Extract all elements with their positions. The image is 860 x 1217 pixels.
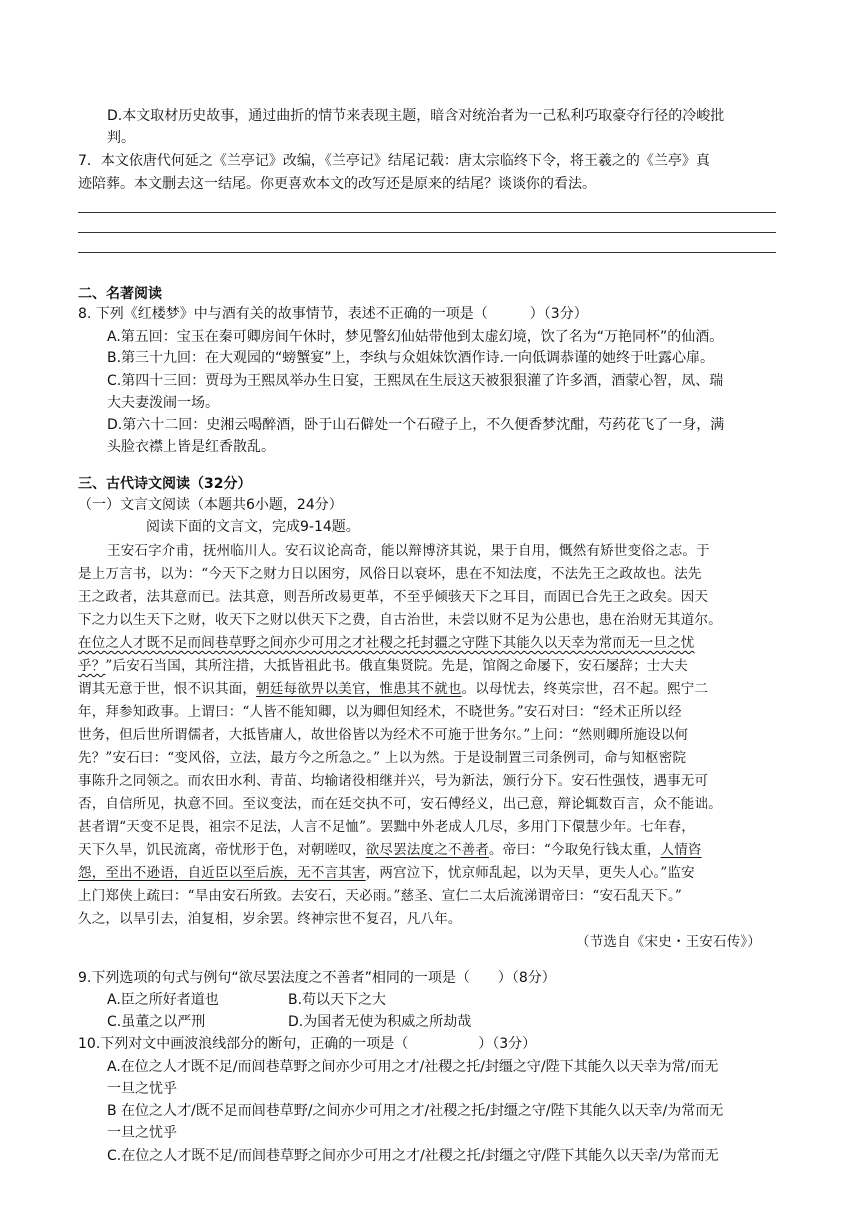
passage-line: 下之力以生天下之财，收天下之财以供天下之费，自古治世，未尝以财不足为公患也，患在治财无其道尔。 (78, 612, 722, 628)
answer-line-1[interactable] (78, 212, 776, 213)
passage-text: 。帝曰：“今取免行钱太重， (489, 842, 661, 858)
q9-option-d: D.为国者无使为积威之所劫哉 (288, 1014, 472, 1030)
underlined-sentence-1: 朝廷每欲畀以美官，惟患其不就也 (256, 681, 462, 697)
q9-option-c: C.虽董之以严刑 (107, 1014, 206, 1030)
passage-instruction: 阅读下面的文言文，完成9-14题。 (146, 519, 360, 535)
passage-line: 王安石字介甫，抚州临川人。安石议论高奇，能以辩博济其说，果于自用，慨然有矫世变俗之志。于 (107, 543, 710, 559)
q8-option-a: A.第五回：宝玉在秦可卿房间午休时，梦见警幻仙姑带他到太虚幻境，饮了名为“万艳同杯”的仙酒。 (107, 329, 724, 345)
answer-line-2[interactable] (78, 232, 776, 233)
q8-option-d-line1: D.第六十二回：史湘云喝醉酒，卧于山石僻处一个石磴子上，不久便香梦沈酣，芍药花飞了一身，满 (107, 417, 725, 433)
q6-option-d-line2: 判。 (107, 130, 135, 146)
q10-option-b-line2: 一旦之忧乎 (107, 1125, 177, 1141)
example-sentence: 欲尽罢法度之不善者 (365, 842, 490, 858)
underlined-sentence-2-cont: 怨，至出不逊语，自近臣以至后族，无不言其害 (78, 865, 366, 881)
wavy-underlined-sentence-end: 乎？ (78, 658, 106, 674)
q10-option-c-line1: C.在位之人才既不足/而闾巷草野之间亦少可用之才/社稷之托/封缰之守/陛下其能久以天幸/为常而无 (107, 1148, 719, 1164)
section2-heading: 二、名著阅读 (78, 286, 162, 302)
passage-text: ”后安石当国，其所注措，大抵皆祖此书。俄直集贤院。先是，馆阁之命屡下，安石屡辞；士大夫 (105, 658, 688, 674)
section3-heading: 三、古代诗文阅读（32分） (78, 476, 252, 492)
passage-line: 久之，以旱引去，洎复相，岁余罢。终神宗世不复召，凡八年。 (78, 911, 462, 927)
q8-option-d-line2: 头脸衣襟上皆是红香散乱。 (107, 439, 275, 455)
passage-line: 上门郑侠上疏曰：“旱由安石所致。去安石，天必雨。”慈圣、宣仁二太后流涕谓帝曰：“安石乱天下。” (78, 888, 683, 904)
q7-stem-line2: 迹陪葬。本文删去这一结尾。你更喜欢本文的改写还是原来的结尾？谈谈你的看法。 (78, 176, 596, 192)
q8-option-b: B.第三十九回：在大观园的“螃蟹宴”上，李纨与众姐妹饮酒作诗.一向低调恭谨的她终于吐露心扉。 (107, 350, 715, 366)
passage-line: 王之政者，法其意而已。法其意，则吾所改易更革，不至乎倾骇天下之耳目，而固已合先王之政矣。因天 (78, 589, 709, 605)
passage-text: 。以母忧去，终英宗世，召不起。熙宁二 (461, 681, 709, 697)
passage-line: 是上万言书，以为：“今天下之财力日以困穷，风俗日以衰坏，患在不知法度，不法先王之政故也。法先 (78, 566, 702, 582)
q10-option-b-line1: B 在位之人才/既不足而闾巷草野/之间亦少可用之才/社稷之托/封缰之守/陛下其能久以天幸/为常而无 (107, 1103, 724, 1119)
underlined-sentence-2: 人情咨 (660, 842, 702, 858)
passage-line (78, 863, 695, 883)
q8-option-c-line1: C.第四十三回：贾母为王熙凤举办生日宴，王熙凤在生辰这天被狠狠灌了许多酒，酒蒙心智，凤、瑞 (107, 373, 724, 389)
passage-line: 世务，但后世所谓儒者，大抵皆庸人，故世俗皆以为经术不可施于世务尔。”上问：“然则卿所施设以何 (78, 727, 689, 743)
q9-option-b: B.苟以天下之大 (288, 992, 387, 1008)
answer-line-3[interactable] (78, 252, 776, 253)
q9-stem: 9.下列选项的句式与例句“欲尽罢法度之不善者”相同的一项是（ ）（8分） (78, 970, 556, 986)
passage-line: 年，拜参知政事。上谓曰：“人皆不能知卿，以为卿但知经术，不晓世务。”安石对曰：“经术正所以经 (78, 704, 682, 720)
passage-source: （节选自《宋史・王安石传》） (576, 934, 762, 950)
passage-line (78, 656, 688, 676)
passage-line: 甚者谓“天变不足畏，祖宗不足法，人言不足恤”。罢黜中外老成人几尽，多用门下儇慧少年。七年春， (78, 819, 696, 835)
q10-stem: 10.下列对文中画波浪线部分的断句，正确的一项是（ ）（3分） (78, 1036, 537, 1052)
q10-option-a-line2: 一旦之忧乎 (107, 1081, 177, 1097)
section3-subheading: （一）文言文阅读（本题共6小题，24分） (78, 497, 343, 513)
q7-stem-line1: 7．本文依唐代何延之《兰亭记》改编，《兰亭记》结尾记载：唐太宗临终下令，将王羲之的《兰亭》真 (78, 153, 710, 169)
passage-line: 先？”安石曰：“变风俗，立法，最方今之所急之。” 上以为然。于是设制置三司条例司，命与知枢密院 (78, 750, 687, 766)
passage-text: 谓其无意于世，恨不识其面， (78, 681, 257, 697)
passage-line (78, 679, 708, 699)
q10-option-a-line1: A.在位之人才既不足/而闾巷草野之间亦少可用之才/社稷之托/封缰之守/陛下其能久以天幸为常/而无 (107, 1059, 719, 1075)
passage-text: 天下久旱，饥民流离，帝忧形于色，对朝嗟叹， (78, 842, 366, 858)
passage-line (78, 840, 702, 860)
q6-option-d-line1: D.本文取材历史故事，通过曲折的情节来表现主题，暗含对统治者为一己私利巧取豪夺行径的冷峻批 (107, 108, 725, 124)
q9-option-a: A.臣之所好者道也 (107, 992, 219, 1008)
passage-text: ，两宫泣下，忧京师乱起，以为天旱，更失人心。”监安 (365, 865, 695, 881)
q8-stem: 8. 下列《红楼梦》中与酒有关的故事情节，表述不正确的一项是（ ）（3分） (78, 306, 588, 322)
passage-line: 事陈升之同领之。而农田水利、青苗、均输诸役相继并兴，号为新法，颁行分下。安石性强忮，遇事无可 (78, 773, 709, 789)
passage-line: 否，自信所见，执意不回。至议变法，而在廷交执不可，安石傅经义，出己意，辩论辄数百言，众不能诎。 (78, 796, 722, 812)
wavy-underlined-sentence: 在位之人才既不足而闾巷草野之间亦少可用之才社稷之托封疆之守陛下其能久以天幸为常而无一旦之忧 (78, 635, 695, 651)
q8-option-c-line2: 大夫妻泼闹一场。 (107, 395, 219, 411)
